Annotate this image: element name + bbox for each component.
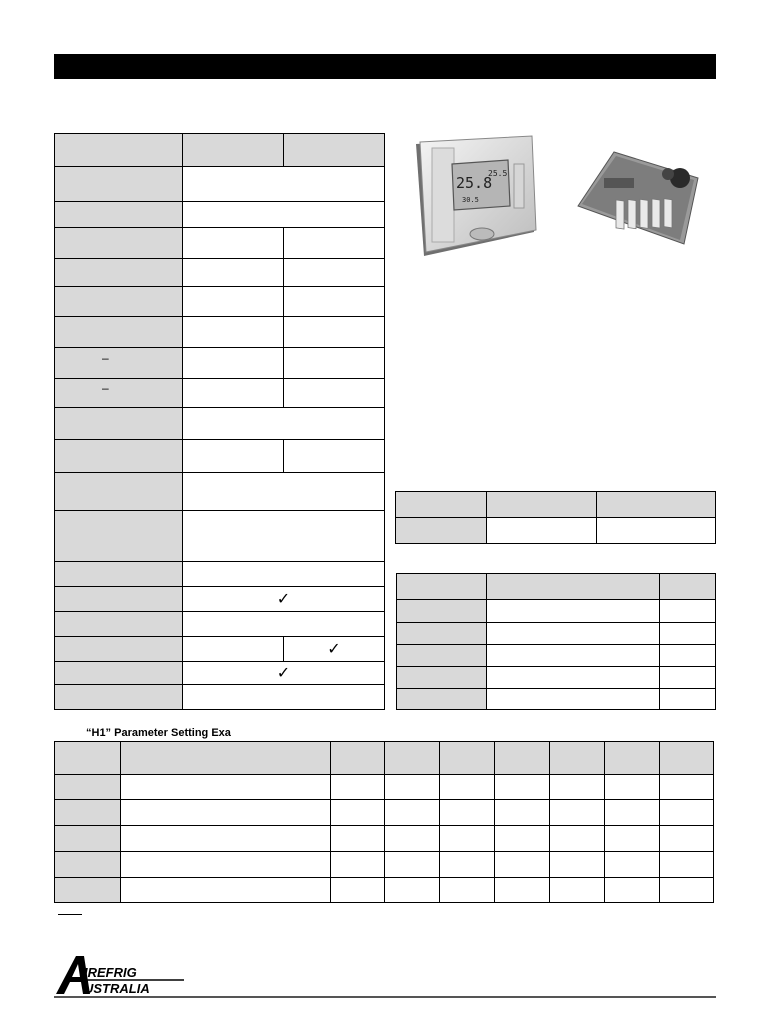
label-cell <box>397 689 487 710</box>
table-row <box>397 574 716 600</box>
label-cell <box>55 800 121 826</box>
value-cell <box>660 878 714 903</box>
spec-label-cell <box>55 473 183 511</box>
table-row <box>55 511 385 562</box>
header-cell <box>331 742 385 775</box>
label-cell <box>397 600 487 623</box>
value-cell <box>550 852 605 878</box>
table-row <box>55 800 714 826</box>
value-cell <box>660 852 714 878</box>
header-cell <box>660 742 714 775</box>
header-cell <box>121 742 331 775</box>
value-cell <box>605 878 660 903</box>
value-cell <box>385 826 440 852</box>
spec-label-cell <box>55 287 183 317</box>
spec-value-cell <box>284 259 385 287</box>
value-cell <box>487 600 660 623</box>
table-row <box>397 600 716 623</box>
airefrig-logo <box>54 952 194 998</box>
table-row <box>55 473 385 511</box>
spec-value-cell <box>183 259 284 287</box>
table-row <box>397 689 716 710</box>
table-row <box>55 202 385 228</box>
value-cell <box>550 826 605 852</box>
header-cell <box>440 742 495 775</box>
header-cell <box>385 742 440 775</box>
table-row <box>55 637 385 662</box>
checkmark-icon: ✓ <box>276 589 291 608</box>
value-cell <box>385 800 440 826</box>
label-cell <box>55 878 121 903</box>
header-cell <box>495 742 550 775</box>
value-cell <box>487 623 660 645</box>
spec-value-cell <box>183 637 284 662</box>
table-row <box>397 667 716 689</box>
value-cell <box>597 518 716 544</box>
spec-label-cell <box>55 408 183 440</box>
value-cell <box>331 826 385 852</box>
thermostat-display-sub: 30.5 <box>462 196 479 204</box>
spec-label-cell <box>55 662 183 685</box>
spec-label-cell <box>55 379 183 408</box>
value-cell <box>495 852 550 878</box>
spec-label-cell <box>55 440 183 473</box>
table-row <box>55 612 385 637</box>
value-cell <box>440 878 495 903</box>
table-row <box>55 134 385 167</box>
value-cell <box>385 878 440 903</box>
value-cell <box>605 775 660 800</box>
spec-value-cell <box>183 287 284 317</box>
footnote-rule <box>58 914 82 915</box>
header-bar <box>54 54 716 79</box>
header-cell <box>597 492 716 518</box>
table-row <box>396 518 716 544</box>
header-cell <box>396 492 487 518</box>
logo-line2: USTRALIA <box>84 981 150 996</box>
spec-label-cell <box>55 587 183 612</box>
spec-value-cell <box>183 473 385 511</box>
value-cell <box>440 852 495 878</box>
parameter-caption: “H1” Parameter Setting Exa <box>86 727 231 739</box>
spec-value-cell <box>183 379 284 408</box>
value-cell <box>660 826 714 852</box>
table-row <box>55 662 385 685</box>
spec-value-cell <box>284 440 385 473</box>
header-cell <box>605 742 660 775</box>
label-cell <box>396 518 487 544</box>
spec-value-cell <box>183 612 385 637</box>
spec-label-cell <box>55 317 183 348</box>
dash-mark: – <box>102 351 109 365</box>
header-cell <box>55 742 121 775</box>
value-cell <box>660 800 714 826</box>
spec-value-cell <box>284 637 385 662</box>
value-cell <box>605 852 660 878</box>
value-cell <box>487 667 660 689</box>
table-row <box>55 287 385 317</box>
dash-mark: – <box>102 381 109 395</box>
table-row <box>55 878 714 903</box>
table-row <box>55 775 714 800</box>
label-cell <box>397 623 487 645</box>
table-row <box>55 852 714 878</box>
value-cell <box>550 800 605 826</box>
value-cell <box>495 775 550 800</box>
spec-label-cell <box>55 637 183 662</box>
spec-value-cell <box>183 167 385 202</box>
spec-value-cell <box>183 587 385 612</box>
value-cell <box>121 878 331 903</box>
spec-value-cell <box>183 348 284 379</box>
value-cell <box>121 826 331 852</box>
table-row <box>55 379 385 408</box>
spec-value-cell <box>183 685 385 710</box>
spec-label-cell <box>55 228 183 259</box>
spec-value-cell <box>284 317 385 348</box>
spec-label-cell <box>55 348 183 379</box>
value-cell <box>121 775 331 800</box>
header-cell <box>487 574 660 600</box>
spec-label-cell <box>55 685 183 710</box>
table-row <box>55 167 385 202</box>
table-row <box>55 562 385 587</box>
spec-label-cell <box>55 511 183 562</box>
table-row <box>55 259 385 287</box>
value-cell <box>660 775 714 800</box>
table-row <box>55 587 385 612</box>
label-cell <box>55 852 121 878</box>
value-cell <box>660 667 716 689</box>
value-cell <box>331 878 385 903</box>
table-row <box>55 742 714 775</box>
thermostat-display-main: 25.8 <box>456 174 493 192</box>
spec-value-cell <box>183 202 385 228</box>
table-row <box>396 492 716 518</box>
value-cell <box>440 775 495 800</box>
value-cell <box>550 775 605 800</box>
spec-value-cell <box>183 317 284 348</box>
value-cell <box>660 689 716 710</box>
table-row <box>55 685 385 710</box>
value-cell <box>121 852 331 878</box>
value-cell <box>495 826 550 852</box>
spec-table <box>54 133 385 710</box>
parameter-table <box>54 741 714 903</box>
value-cell <box>121 800 331 826</box>
label-cell <box>397 645 487 667</box>
logo-line1: IREFRIG <box>84 965 137 980</box>
label-cell <box>55 826 121 852</box>
header-cell <box>550 742 605 775</box>
value-cell <box>660 645 716 667</box>
spec-header-cell <box>183 134 284 167</box>
thermostat-image <box>402 134 542 264</box>
value-cell <box>385 852 440 878</box>
value-cell <box>331 775 385 800</box>
label-cell <box>55 775 121 800</box>
value-cell <box>495 800 550 826</box>
control-board-image <box>574 148 702 250</box>
checkmark-icon: ✓ <box>276 663 291 682</box>
spec-label-cell <box>55 259 183 287</box>
spec-value-cell <box>284 379 385 408</box>
table-row <box>397 623 716 645</box>
label-cell <box>397 667 487 689</box>
spec-value-cell <box>183 228 284 259</box>
spec-label-cell <box>55 612 183 637</box>
value-cell <box>495 878 550 903</box>
table-row <box>55 408 385 440</box>
value-cell <box>605 800 660 826</box>
spec-header-cell <box>284 134 385 167</box>
spec-value-cell <box>183 562 385 587</box>
spec-header-cell <box>55 134 183 167</box>
table-row <box>397 645 716 667</box>
value-cell <box>605 826 660 852</box>
table-row <box>55 440 385 473</box>
thermostat-display-small: 25.5 <box>488 169 508 178</box>
value-cell <box>440 826 495 852</box>
spec-value-cell <box>183 440 284 473</box>
header-cell <box>487 492 597 518</box>
value-cell <box>487 645 660 667</box>
spec-value-cell <box>284 287 385 317</box>
table-row <box>55 228 385 259</box>
spec-value-cell <box>183 662 385 685</box>
header-cell <box>660 574 716 600</box>
right-list-table <box>396 573 716 710</box>
value-cell <box>660 623 716 645</box>
value-cell <box>331 800 385 826</box>
spec-value-cell <box>183 511 385 562</box>
value-cell <box>487 689 660 710</box>
spec-value-cell <box>183 408 385 440</box>
table-row <box>55 826 714 852</box>
table-row <box>55 348 385 379</box>
table-row <box>55 317 385 348</box>
value-cell <box>440 800 495 826</box>
value-cell <box>660 600 716 623</box>
value-cell <box>331 852 385 878</box>
right-small-table <box>395 491 716 544</box>
footer-rule <box>54 996 716 998</box>
spec-label-cell <box>55 202 183 228</box>
spec-value-cell <box>284 348 385 379</box>
value-cell <box>550 878 605 903</box>
header-cell <box>397 574 487 600</box>
checkmark-icon: ✓ <box>327 639 341 658</box>
value-cell <box>487 518 597 544</box>
spec-label-cell <box>55 167 183 202</box>
spec-value-cell <box>284 228 385 259</box>
value-cell <box>385 775 440 800</box>
spec-label-cell <box>55 562 183 587</box>
